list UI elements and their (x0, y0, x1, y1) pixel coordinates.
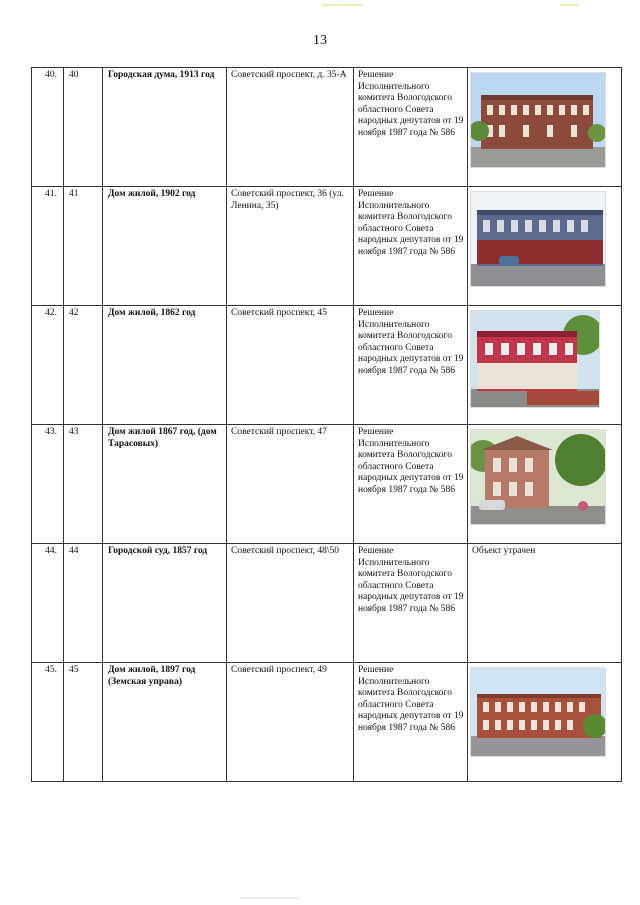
scan-artifact (322, 4, 362, 6)
object-address: Советский проспект, 45 (227, 306, 354, 425)
table-row (32, 544, 622, 663)
object-address: Советский проспект, 47 (227, 425, 354, 544)
row-number: 44. (32, 544, 64, 663)
building-photo (470, 667, 606, 757)
object-name: Дом жилой, 1902 год (103, 187, 227, 306)
heritage-registry-table (31, 67, 622, 782)
photo-cell (468, 663, 622, 782)
scan-artifact (240, 897, 300, 899)
protection-document: Решение Исполнительного комитета Вологодского областного Совета народных депутатов от 19 ноября 1987 года № 586 (354, 425, 468, 544)
object-name: Городской суд, 1857 год (103, 544, 227, 663)
row-number: 40. (32, 68, 64, 187)
building-photo (470, 429, 606, 525)
object-address: Советский проспект, 49 (227, 663, 354, 782)
row-number: 41. (32, 187, 64, 306)
row-number: 42. (32, 306, 64, 425)
photo-cell (468, 425, 622, 544)
object-name: Дом жилой, 1897 год (Земская управа) (103, 663, 227, 782)
object-address: Советский проспект, 36 (ул. Ленина, 35) (227, 187, 354, 306)
table-row (32, 68, 622, 187)
lost-object-note: Объект утрачен (472, 546, 536, 556)
protection-document: Решение Исполнительного комитета Вологодского областного Совета народных депутатов от 19 ноября 1987 года № 586 (354, 187, 468, 306)
building-photo (470, 310, 600, 408)
table-row (32, 425, 622, 544)
registry-number: 44 (64, 544, 103, 663)
photo-cell (468, 306, 622, 425)
photo-cell (468, 68, 622, 187)
registry-number: 42 (64, 306, 103, 425)
registry-number: 40 (64, 68, 103, 187)
row-number: 45. (32, 663, 64, 782)
page-number: 13 (313, 33, 327, 48)
scan-artifact (560, 4, 580, 6)
object-address: Советский проспект, 48\50 (227, 544, 354, 663)
object-name: Дом жилой 1867 год, (дом Тарасовых) (103, 425, 227, 544)
building-photo (470, 72, 606, 168)
registry-number: 41 (64, 187, 103, 306)
building-photo (470, 191, 606, 287)
table-row (32, 663, 622, 782)
protection-document: Решение Исполнительного комитета Вологодского областного Совета народных депутатов от 19 ноября 1987 года № 586 (354, 68, 468, 187)
registry-number: 45 (64, 663, 103, 782)
object-address: Советский проспект, д. 35-А (227, 68, 354, 187)
row-number: 43. (32, 425, 64, 544)
object-name: Дом жилой, 1862 год (103, 306, 227, 425)
table-row (32, 306, 622, 425)
registry-number: 43 (64, 425, 103, 544)
protection-document: Решение Исполнительного комитета Вологодского областного Совета народных депутатов от 19 ноября 1987 года № 586 (354, 544, 468, 663)
photo-cell (468, 187, 622, 306)
protection-document: Решение Исполнительного комитета Вологодского областного Совета народных депутатов от 19 ноября 1987 года № 586 (354, 306, 468, 425)
photo-cell (468, 544, 622, 663)
object-name: Городская дума, 1913 год (103, 68, 227, 187)
protection-document: Решение Исполнительного комитета Вологодского областного Совета народных депутатов от 19 ноября 1987 года № 586 (354, 663, 468, 782)
table-row (32, 187, 622, 306)
